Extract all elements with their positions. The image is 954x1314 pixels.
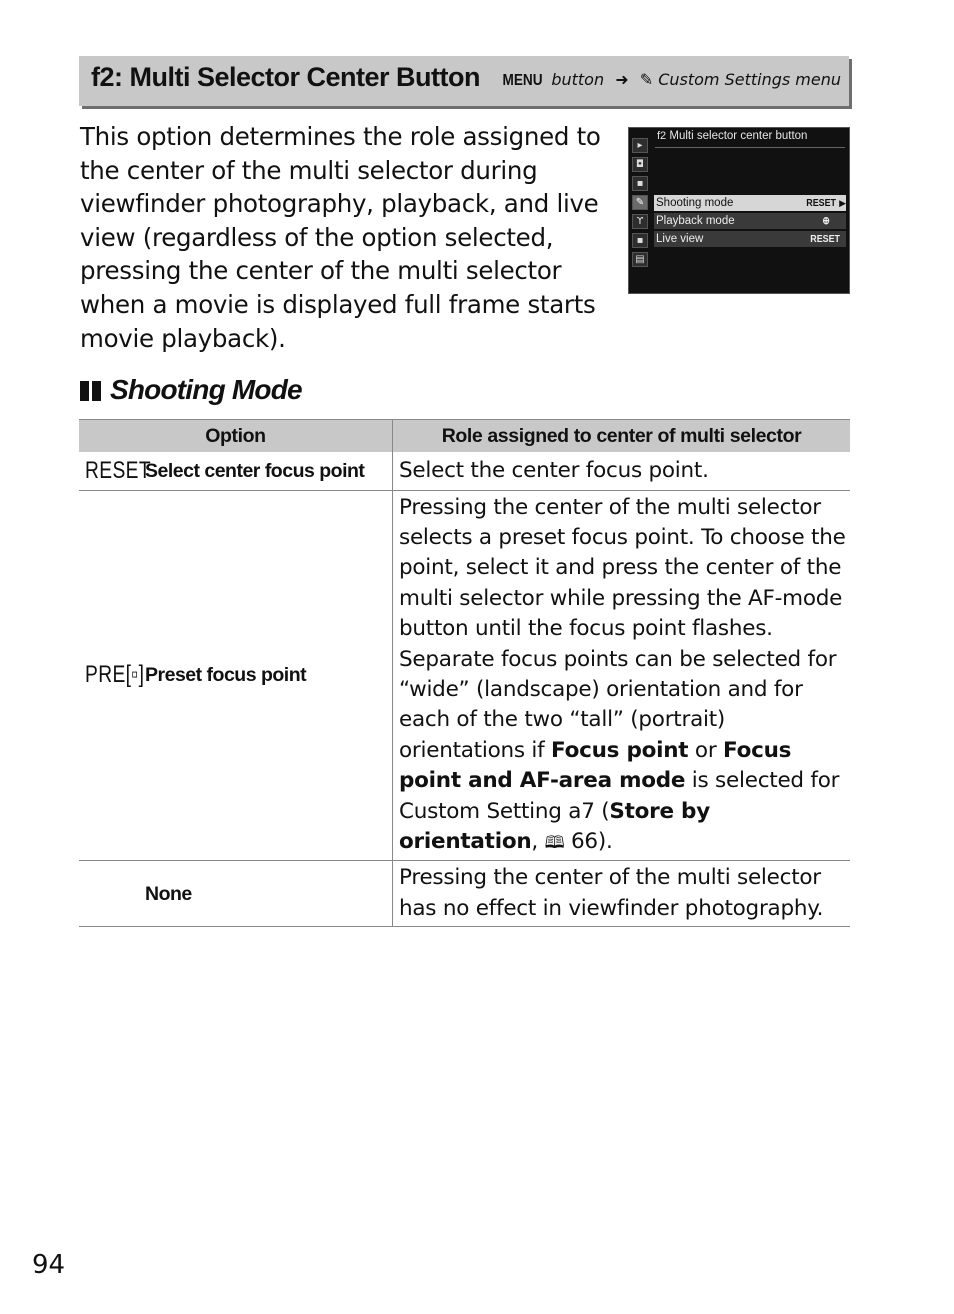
preset-focus-icon: PRE[▫] [85,661,145,689]
role-text: is selected for Custom Setting a7 ( [399,768,840,824]
movie-camera-icon: ▪ [632,176,648,191]
camera-icon: ◘ [632,157,648,172]
camera-menu-screenshot [628,127,850,294]
screen-title-text: Multi selector center button [669,130,808,142]
table-header-option: Option [79,420,393,453]
page-title: f2: Multi Selector Center Button [91,62,481,92]
option-cell [79,490,393,861]
section-heading [80,374,302,408]
intro-paragraph: This option determines the role assigned to the center of the multi selector during viewfinder photography, playback, and live view (regardless of the option selected, pressing the center of the multi selector when a movie is displayed full frame starts movie playback). [80,122,601,353]
role-bold-focus-point-af-area: Focus point and AF-area mode [399,737,792,794]
screen-row-value: RESET [806,197,836,209]
table-row [79,490,850,861]
screen-divider [655,147,845,148]
page-number: 94 [32,1250,66,1280]
my-menu-icon: ▤ [632,252,648,267]
zoom-icon: ⊕ [822,215,830,227]
role-text: 66). [564,828,613,854]
table-row [79,452,850,490]
book-icon: 🕮 [544,832,565,853]
screen-row-label: Playback mode [656,215,735,227]
wrench-icon: ϒ [632,214,648,229]
screen-row-live-view [654,231,846,247]
screen-row-playback-mode [654,213,846,229]
screen-row-label: Shooting mode [656,197,734,209]
screen-row-label: Live view [656,233,704,245]
reset-icon: RESET [85,456,152,484]
table-header-role: Role assigned to center of multi selector [393,420,851,453]
retouch-icon: ▪ [632,233,648,248]
playback-menu-icon: ▸ [632,138,648,153]
screen-title [657,130,807,142]
menu-path-name: Custom Settings menu [658,70,841,89]
menu-button-icon: MENU [502,72,543,89]
screen-menu-tabs [629,134,651,294]
right-arrow-icon: ▶ [839,198,846,208]
options-table [79,419,850,927]
menu-path [499,70,841,90]
pencil-icon: ✎ [632,195,648,210]
option-label: Preset focus point [145,664,307,687]
screen-row-value: RESET [810,233,840,245]
role-cell [393,490,851,861]
screen-title-code: f2 [657,130,667,142]
screen-row-shooting-mode [654,195,846,211]
role-cell: Select the center focus point. [393,452,851,490]
role-bold-store-by-orientation: Store by orientation [399,798,710,854]
pencil-icon: ✎ [639,70,654,89]
section-header [79,56,849,106]
section-title: Shooting Mode [110,374,302,405]
role-text: , [531,828,545,854]
table-row [79,861,850,927]
arrow-icon: ➜ [615,70,629,89]
option-label: Select center focus point [145,459,365,482]
role-text: Pressing the center of the multi selector selects a preset focus point. To choose the point, select it and press the center of the multi selector while pressing the AF-mode button until the focus point flashes. Separate focus points can be selected for “wide” (landscape) orientation and for each of the two “tall” (portrait) orientations if [399,494,846,763]
role-text: or [688,737,723,763]
role-cell: Pressing the center of the multi selector has no effect in viewfinder photography. [393,861,851,927]
section-bars-icon [80,376,104,408]
role-bold-focus-point: Focus point [551,737,689,763]
option-cell [79,861,393,927]
menu-path-button: button [551,70,605,89]
table-header-row [79,420,850,453]
option-cell [79,452,393,490]
option-label: None [145,882,192,905]
